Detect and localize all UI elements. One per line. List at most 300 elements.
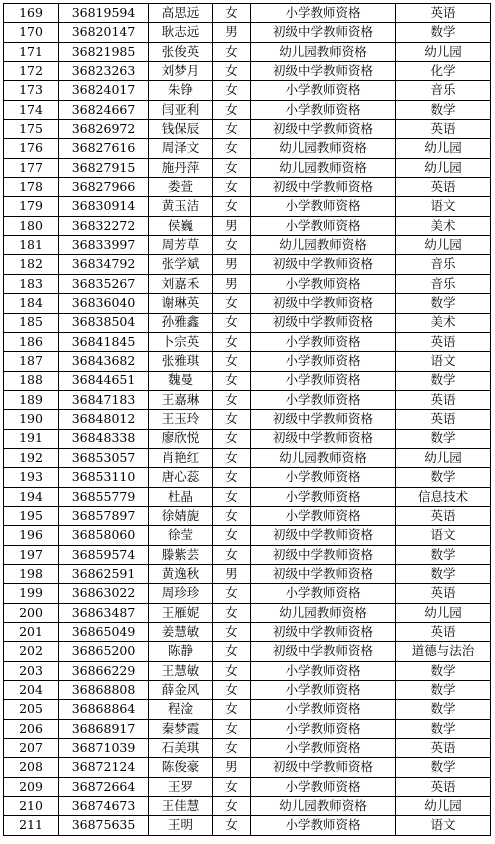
- name-cell: 周泽文: [149, 139, 213, 158]
- subject-cell: 语文: [396, 816, 491, 835]
- table-row: [4, 42, 491, 61]
- qualification-cell: 小学教师资格: [251, 352, 396, 371]
- table-row: [4, 506, 491, 525]
- name-cell: 孙雅鑫: [149, 313, 213, 332]
- subject-cell: 美术: [396, 216, 491, 235]
- name-cell: 周芳草: [149, 236, 213, 255]
- table-row: [4, 758, 491, 777]
- subject-cell: 数学: [396, 23, 491, 42]
- subject-cell: 幼儿园: [396, 603, 491, 622]
- id-cell: 36843682: [59, 352, 149, 371]
- subject-cell: 音乐: [396, 81, 491, 100]
- subject-cell: 数学: [396, 371, 491, 390]
- id-cell: 36834792: [59, 255, 149, 274]
- seq-cell: 209: [4, 777, 59, 796]
- gender-cell: 女: [213, 661, 251, 680]
- gender-cell: 女: [213, 313, 251, 332]
- qualification-cell: 初级中学教师资格: [251, 294, 396, 313]
- qualification-cell: 小学教师资格: [251, 816, 396, 835]
- id-cell: 36862591: [59, 564, 149, 583]
- name-cell: 魏曼: [149, 371, 213, 390]
- seq-cell: 170: [4, 23, 59, 42]
- seq-cell: 171: [4, 42, 59, 61]
- seq-cell: 202: [4, 642, 59, 661]
- table-row: [4, 661, 491, 680]
- gender-cell: 女: [213, 42, 251, 61]
- subject-cell: 英语: [396, 777, 491, 796]
- id-cell: 36857897: [59, 506, 149, 525]
- subject-cell: 幼儿园: [396, 797, 491, 816]
- id-cell: 36819594: [59, 4, 149, 23]
- gender-cell: 女: [213, 719, 251, 738]
- seq-cell: 208: [4, 758, 59, 777]
- table-row: [4, 255, 491, 274]
- gender-cell: 女: [213, 777, 251, 796]
- seq-cell: 201: [4, 623, 59, 642]
- subject-cell: 音乐: [396, 274, 491, 293]
- name-cell: 杜晶: [149, 487, 213, 506]
- seq-cell: 204: [4, 681, 59, 700]
- subject-cell: 英语: [396, 584, 491, 603]
- table-row: [4, 332, 491, 351]
- gender-cell: 女: [213, 352, 251, 371]
- id-cell: 36821985: [59, 42, 149, 61]
- seq-cell: 190: [4, 410, 59, 429]
- table-row: [4, 158, 491, 177]
- id-cell: 36865049: [59, 623, 149, 642]
- id-cell: 36875635: [59, 816, 149, 835]
- subject-cell: 英语: [396, 410, 491, 429]
- gender-cell: 女: [213, 81, 251, 100]
- name-cell: 张俊英: [149, 42, 213, 61]
- subject-cell: 英语: [396, 4, 491, 23]
- id-cell: 36835267: [59, 274, 149, 293]
- gender-cell: 女: [213, 526, 251, 545]
- id-cell: 36866229: [59, 661, 149, 680]
- id-cell: 36836040: [59, 294, 149, 313]
- gender-cell: 女: [213, 236, 251, 255]
- subject-cell: 语文: [396, 197, 491, 216]
- table-row: [4, 236, 491, 255]
- gender-cell: 女: [213, 197, 251, 216]
- qualification-cell: 初级中学教师资格: [251, 526, 396, 545]
- gender-cell: 女: [213, 487, 251, 506]
- seq-cell: 169: [4, 4, 59, 23]
- name-cell: 周珍珍: [149, 584, 213, 603]
- qualification-cell: 初级中学教师资格: [251, 564, 396, 583]
- seq-cell: 192: [4, 448, 59, 467]
- name-cell: 廖欣悦: [149, 429, 213, 448]
- seq-cell: 186: [4, 332, 59, 351]
- table-row: [4, 719, 491, 738]
- gender-cell: 男: [213, 23, 251, 42]
- seq-cell: 200: [4, 603, 59, 622]
- name-cell: 刘梦月: [149, 62, 213, 81]
- name-cell: 侯巍: [149, 216, 213, 235]
- seq-cell: 205: [4, 700, 59, 719]
- name-cell: 肖艳红: [149, 448, 213, 467]
- qualification-cell: 初级中学教师资格: [251, 178, 396, 197]
- seq-cell: 178: [4, 178, 59, 197]
- qualification-cell: 初级中学教师资格: [251, 255, 396, 274]
- name-cell: 闫亚利: [149, 100, 213, 119]
- subject-cell: 化学: [396, 62, 491, 81]
- gender-cell: 女: [213, 139, 251, 158]
- qualification-cell: 幼儿园教师资格: [251, 42, 396, 61]
- gender-cell: 男: [213, 274, 251, 293]
- name-cell: 石美琪: [149, 739, 213, 758]
- id-cell: 36859574: [59, 545, 149, 564]
- id-cell: 36871039: [59, 739, 149, 758]
- id-cell: 36838504: [59, 313, 149, 332]
- table-row: [4, 62, 491, 81]
- qualification-cell: 小学教师资格: [251, 216, 396, 235]
- subject-cell: 语文: [396, 352, 491, 371]
- table-row: [4, 603, 491, 622]
- subject-cell: 幼儿园: [396, 42, 491, 61]
- id-cell: 36858060: [59, 526, 149, 545]
- name-cell: 谢琳英: [149, 294, 213, 313]
- id-cell: 36865200: [59, 642, 149, 661]
- subject-cell: 英语: [396, 739, 491, 758]
- qualification-cell: 初级中学教师资格: [251, 623, 396, 642]
- name-cell: 王明: [149, 816, 213, 835]
- id-cell: 36827616: [59, 139, 149, 158]
- name-cell: 卜宗英: [149, 332, 213, 351]
- gender-cell: 女: [213, 797, 251, 816]
- id-cell: 36847183: [59, 390, 149, 409]
- id-cell: 36853057: [59, 448, 149, 467]
- subject-cell: 美术: [396, 313, 491, 332]
- table-row: [4, 623, 491, 642]
- table-row: [4, 777, 491, 796]
- qualification-cell: 小学教师资格: [251, 100, 396, 119]
- table-row: [4, 739, 491, 758]
- seq-cell: 206: [4, 719, 59, 738]
- seq-cell: 173: [4, 81, 59, 100]
- seq-cell: 191: [4, 429, 59, 448]
- qualification-cell: 小学教师资格: [251, 584, 396, 603]
- applicant-table: [3, 3, 491, 836]
- seq-cell: 195: [4, 506, 59, 525]
- subject-cell: 数学: [396, 719, 491, 738]
- gender-cell: 女: [213, 371, 251, 390]
- subject-cell: 数学: [396, 564, 491, 583]
- id-cell: 36863022: [59, 584, 149, 603]
- id-cell: 36844651: [59, 371, 149, 390]
- subject-cell: 数学: [396, 700, 491, 719]
- seq-cell: 196: [4, 526, 59, 545]
- subject-cell: 幼儿园: [396, 158, 491, 177]
- table-row: [4, 681, 491, 700]
- gender-cell: 女: [213, 390, 251, 409]
- id-cell: 36830914: [59, 197, 149, 216]
- seq-cell: 180: [4, 216, 59, 235]
- gender-cell: 男: [213, 216, 251, 235]
- seq-cell: 189: [4, 390, 59, 409]
- table-row: [4, 274, 491, 293]
- seq-cell: 174: [4, 100, 59, 119]
- table-row: [4, 81, 491, 100]
- seq-cell: 183: [4, 274, 59, 293]
- table-row: [4, 564, 491, 583]
- name-cell: 程淦: [149, 700, 213, 719]
- subject-cell: 数学: [396, 681, 491, 700]
- subject-cell: 音乐: [396, 255, 491, 274]
- id-cell: 36824667: [59, 100, 149, 119]
- table-row: [4, 178, 491, 197]
- id-cell: 36868917: [59, 719, 149, 738]
- qualification-cell: 小学教师资格: [251, 371, 396, 390]
- subject-cell: 英语: [396, 623, 491, 642]
- seq-cell: 197: [4, 545, 59, 564]
- seq-cell: 211: [4, 816, 59, 835]
- name-cell: 王玉玲: [149, 410, 213, 429]
- qualification-cell: 小学教师资格: [251, 719, 396, 738]
- name-cell: 钱保辰: [149, 120, 213, 139]
- gender-cell: 女: [213, 623, 251, 642]
- gender-cell: 女: [213, 429, 251, 448]
- id-cell: 36872124: [59, 758, 149, 777]
- qualification-cell: 小学教师资格: [251, 332, 396, 351]
- id-cell: 36868864: [59, 700, 149, 719]
- table-row: [4, 584, 491, 603]
- qualification-cell: 初级中学教师资格: [251, 642, 396, 661]
- qualification-cell: 幼儿园教师资格: [251, 797, 396, 816]
- table-row: [4, 100, 491, 119]
- name-cell: 施丹萍: [149, 158, 213, 177]
- gender-cell: 女: [213, 158, 251, 177]
- id-cell: 36855779: [59, 487, 149, 506]
- id-cell: 36826972: [59, 120, 149, 139]
- gender-cell: 女: [213, 332, 251, 351]
- qualification-cell: 小学教师资格: [251, 661, 396, 680]
- seq-cell: 185: [4, 313, 59, 332]
- subject-cell: 英语: [396, 506, 491, 525]
- name-cell: 王雁妮: [149, 603, 213, 622]
- table-row: [4, 313, 491, 332]
- gender-cell: 女: [213, 739, 251, 758]
- qualification-cell: 小学教师资格: [251, 487, 396, 506]
- subject-cell: 幼儿园: [396, 139, 491, 158]
- name-cell: 薛金风: [149, 681, 213, 700]
- table-row: [4, 816, 491, 835]
- subject-cell: 语文: [396, 526, 491, 545]
- seq-cell: 210: [4, 797, 59, 816]
- name-cell: 黄逸秋: [149, 564, 213, 583]
- name-cell: 朱铮: [149, 81, 213, 100]
- table-row: [4, 545, 491, 564]
- table-row: [4, 468, 491, 487]
- table-row: [4, 139, 491, 158]
- table-row: [4, 216, 491, 235]
- seq-cell: 179: [4, 197, 59, 216]
- table-row: [4, 352, 491, 371]
- table-row: [4, 526, 491, 545]
- gender-cell: 女: [213, 294, 251, 313]
- seq-cell: 193: [4, 468, 59, 487]
- seq-cell: 203: [4, 661, 59, 680]
- qualification-cell: 小学教师资格: [251, 81, 396, 100]
- gender-cell: 女: [213, 545, 251, 564]
- id-cell: 36827915: [59, 158, 149, 177]
- name-cell: 王佳慧: [149, 797, 213, 816]
- qualification-cell: 初级中学教师资格: [251, 23, 396, 42]
- qualification-cell: 初级中学教师资格: [251, 410, 396, 429]
- subject-cell: 信息技术: [396, 487, 491, 506]
- name-cell: 耿志远: [149, 23, 213, 42]
- seq-cell: 181: [4, 236, 59, 255]
- id-cell: 36868808: [59, 681, 149, 700]
- gender-cell: 女: [213, 584, 251, 603]
- subject-cell: 数学: [396, 100, 491, 119]
- qualification-cell: 小学教师资格: [251, 197, 396, 216]
- table-row: [4, 4, 491, 23]
- qualification-cell: 幼儿园教师资格: [251, 603, 396, 622]
- name-cell: 娄萱: [149, 178, 213, 197]
- id-cell: 36827966: [59, 178, 149, 197]
- gender-cell: 女: [213, 120, 251, 139]
- id-cell: 36820147: [59, 23, 149, 42]
- qualification-cell: 幼儿园教师资格: [251, 236, 396, 255]
- id-cell: 36863487: [59, 603, 149, 622]
- id-cell: 36823263: [59, 62, 149, 81]
- name-cell: 姜慧敏: [149, 623, 213, 642]
- subject-cell: 英语: [396, 178, 491, 197]
- gender-cell: 女: [213, 681, 251, 700]
- gender-cell: 女: [213, 100, 251, 119]
- qualification-cell: 小学教师资格: [251, 4, 396, 23]
- table-row: [4, 448, 491, 467]
- qualification-cell: 幼儿园教师资格: [251, 139, 396, 158]
- id-cell: 36872664: [59, 777, 149, 796]
- qualification-cell: 初级中学教师资格: [251, 758, 396, 777]
- table-row: [4, 294, 491, 313]
- seq-cell: 198: [4, 564, 59, 583]
- gender-cell: 女: [213, 178, 251, 197]
- seq-cell: 176: [4, 139, 59, 158]
- qualification-cell: 初级中学教师资格: [251, 313, 396, 332]
- id-cell: 36874673: [59, 797, 149, 816]
- id-cell: 36832272: [59, 216, 149, 235]
- qualification-cell: 初级中学教师资格: [251, 429, 396, 448]
- gender-cell: 女: [213, 4, 251, 23]
- subject-cell: 道德与法治: [396, 642, 491, 661]
- seq-cell: 207: [4, 739, 59, 758]
- qualification-cell: 小学教师资格: [251, 700, 396, 719]
- gender-cell: 男: [213, 564, 251, 583]
- seq-cell: 184: [4, 294, 59, 313]
- name-cell: 黄玉洁: [149, 197, 213, 216]
- seq-cell: 199: [4, 584, 59, 603]
- gender-cell: 女: [213, 506, 251, 525]
- subject-cell: 英语: [396, 390, 491, 409]
- table-row: [4, 797, 491, 816]
- id-cell: 36833997: [59, 236, 149, 255]
- name-cell: 高思远: [149, 4, 213, 23]
- name-cell: 陈静: [149, 642, 213, 661]
- id-cell: 36853110: [59, 468, 149, 487]
- seq-cell: 172: [4, 62, 59, 81]
- gender-cell: 女: [213, 468, 251, 487]
- seq-cell: 187: [4, 352, 59, 371]
- qualification-cell: 初级中学教师资格: [251, 120, 396, 139]
- qualification-cell: 初级中学教师资格: [251, 62, 396, 81]
- qualification-cell: 小学教师资格: [251, 681, 396, 700]
- seq-cell: 188: [4, 371, 59, 390]
- subject-cell: 幼儿园: [396, 448, 491, 467]
- name-cell: 徐婧旎: [149, 506, 213, 525]
- seq-cell: 175: [4, 120, 59, 139]
- table-row: [4, 487, 491, 506]
- qualification-cell: 小学教师资格: [251, 739, 396, 758]
- qualification-cell: 小学教师资格: [251, 468, 396, 487]
- gender-cell: 男: [213, 255, 251, 274]
- table-row: [4, 120, 491, 139]
- name-cell: 王慧敏: [149, 661, 213, 680]
- applicant-table-body: [4, 4, 491, 836]
- name-cell: 张学斌: [149, 255, 213, 274]
- name-cell: 滕紫芸: [149, 545, 213, 564]
- name-cell: 唐心蕊: [149, 468, 213, 487]
- subject-cell: 数学: [396, 661, 491, 680]
- table-row: [4, 700, 491, 719]
- subject-cell: 数学: [396, 758, 491, 777]
- qualification-cell: 小学教师资格: [251, 390, 396, 409]
- gender-cell: 女: [213, 448, 251, 467]
- subject-cell: 数学: [396, 294, 491, 313]
- name-cell: 张雅琪: [149, 352, 213, 371]
- name-cell: 陈俊豪: [149, 758, 213, 777]
- table-row: [4, 23, 491, 42]
- name-cell: 秦梦霞: [149, 719, 213, 738]
- qualification-cell: 幼儿园教师资格: [251, 448, 396, 467]
- table-row: [4, 390, 491, 409]
- table-row: [4, 197, 491, 216]
- name-cell: 徐莹: [149, 526, 213, 545]
- name-cell: 王嘉琳: [149, 390, 213, 409]
- table-row: [4, 371, 491, 390]
- qualification-cell: 小学教师资格: [251, 274, 396, 293]
- qualification-cell: 小学教师资格: [251, 506, 396, 525]
- seq-cell: 194: [4, 487, 59, 506]
- subject-cell: 幼儿园: [396, 236, 491, 255]
- id-cell: 36841845: [59, 332, 149, 351]
- seq-cell: 177: [4, 158, 59, 177]
- gender-cell: 女: [213, 410, 251, 429]
- subject-cell: 数学: [396, 429, 491, 448]
- gender-cell: 女: [213, 62, 251, 81]
- gender-cell: 女: [213, 700, 251, 719]
- qualification-cell: 小学教师资格: [251, 777, 396, 796]
- table-row: [4, 429, 491, 448]
- id-cell: 36848338: [59, 429, 149, 448]
- qualification-cell: 幼儿园教师资格: [251, 158, 396, 177]
- gender-cell: 男: [213, 758, 251, 777]
- table-row: [4, 642, 491, 661]
- id-cell: 36848012: [59, 410, 149, 429]
- gender-cell: 女: [213, 603, 251, 622]
- subject-cell: 数学: [396, 468, 491, 487]
- id-cell: 36824017: [59, 81, 149, 100]
- name-cell: 刘嘉禾: [149, 274, 213, 293]
- subject-cell: 英语: [396, 120, 491, 139]
- gender-cell: 女: [213, 816, 251, 835]
- table-row: [4, 410, 491, 429]
- subject-cell: 英语: [396, 332, 491, 351]
- gender-cell: 女: [213, 642, 251, 661]
- qualification-cell: 初级中学教师资格: [251, 545, 396, 564]
